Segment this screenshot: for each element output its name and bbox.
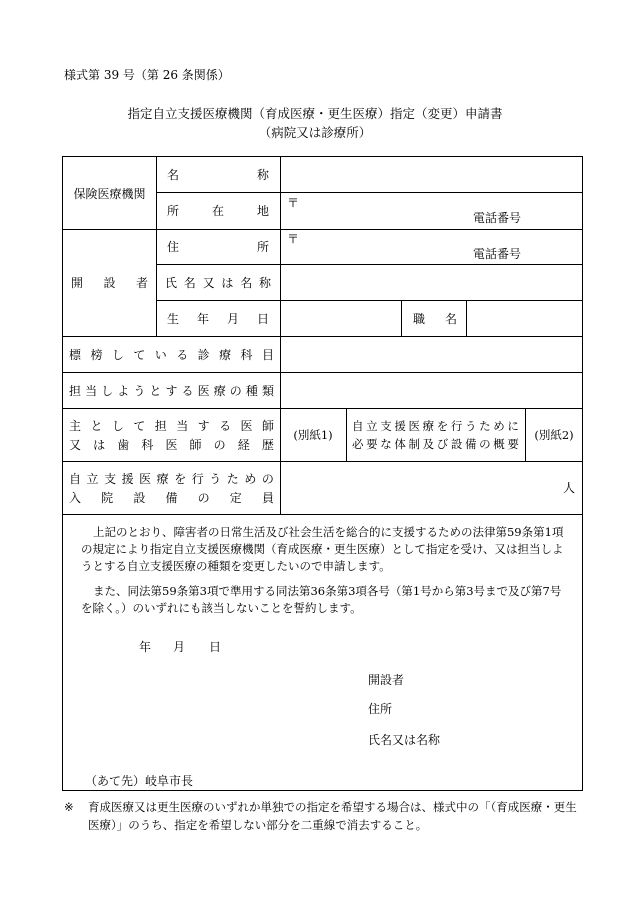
founder-label: 開 設 者 [71, 276, 148, 290]
insurance-institution-label: 保険医療機関 [73, 186, 146, 201]
date-year: 年 [139, 639, 152, 654]
form-number: 様式第 39 号（第 26 条関係） [64, 68, 230, 82]
addressee: （あて先）岐阜市長 [85, 773, 194, 788]
note-text: 育成医療又は更生医療のいずれか単独での指定を希望する場合は、様式中の「（育成医療・更生医療）」のうち、指定を希望しない部分を二重線で消去すること。 [88, 800, 577, 832]
departments-label: 標 榜 し て い る 診 療 科 目 [69, 347, 274, 362]
founder-postal-mark: 〒 [287, 231, 300, 246]
founder-position-label: 職 名 [413, 311, 457, 326]
institution-location-label: 所 在 地 [167, 204, 269, 218]
doctor-history-label: 主 と し て 担 当 す る 医 師 又 は 歯 科 医 師 の 経 歴 [69, 418, 274, 452]
date-month: 月 [173, 639, 186, 654]
institution-phone-label: 電話番号 [473, 210, 522, 225]
institution-postal-mark: 〒 [287, 195, 300, 210]
system-overview-label: 自 立 支 援 医 療 を 行 う た め に 必 要 な 体 制 及 び 設 備 の 概 要 [352, 418, 519, 451]
title-line1: 指定自立支援医療機関（育成医療・更生医療）指定（変更）申請書 [127, 106, 503, 121]
institution-name-label: 名 称 [167, 168, 269, 182]
medical-type-label: 担 当 し よ う と す る 医 療 の 種 類 [69, 383, 274, 398]
attachment-1-label: (別紙1) [293, 427, 333, 442]
founder-phone-label: 電話番号 [473, 246, 522, 261]
applicant-name-label: 氏名又は名称 [368, 732, 441, 747]
note-mark: ※ [64, 800, 74, 814]
form-title [0, 104, 630, 142]
applicant-label: 開設者 [368, 672, 405, 687]
attachment-2-label: (別紙2) [534, 427, 574, 442]
declaration-para2: また、同法第59条第3項で準用する同法第36条第3項各号（第1号から第3号まで及び第7号を除く。）のいずれにも該当しないことを誓約します。 [81, 584, 562, 615]
founder-address-label: 住 所 [167, 240, 269, 254]
capacity-label: 自 立 支 援 医 療 を 行 う た め の 入 院 設 備 の 定 員 [69, 471, 274, 505]
capacity-unit: 人 [563, 481, 576, 495]
application-table [62, 156, 583, 791]
founder-birthdate-label: 生 年 月 日 [167, 311, 269, 326]
founder-name-label: 氏 名 又 は 名 称 [165, 275, 271, 290]
declaration-para1: 上記のとおり、障害者の日常生活及び社会生活を総合的に支援するための法律第59条第1項の規定により指定自立支援医療機関（育成医療・更生医療）として指定を受け、又は担当しようとする自立支援医療の種類を変更したいので申請します。 [81, 525, 564, 573]
applicant-address-label: 住所 [368, 701, 393, 716]
date-day: 日 [209, 639, 222, 654]
footnote [64, 798, 584, 834]
title-line2: （病院又は診療所） [258, 125, 372, 140]
